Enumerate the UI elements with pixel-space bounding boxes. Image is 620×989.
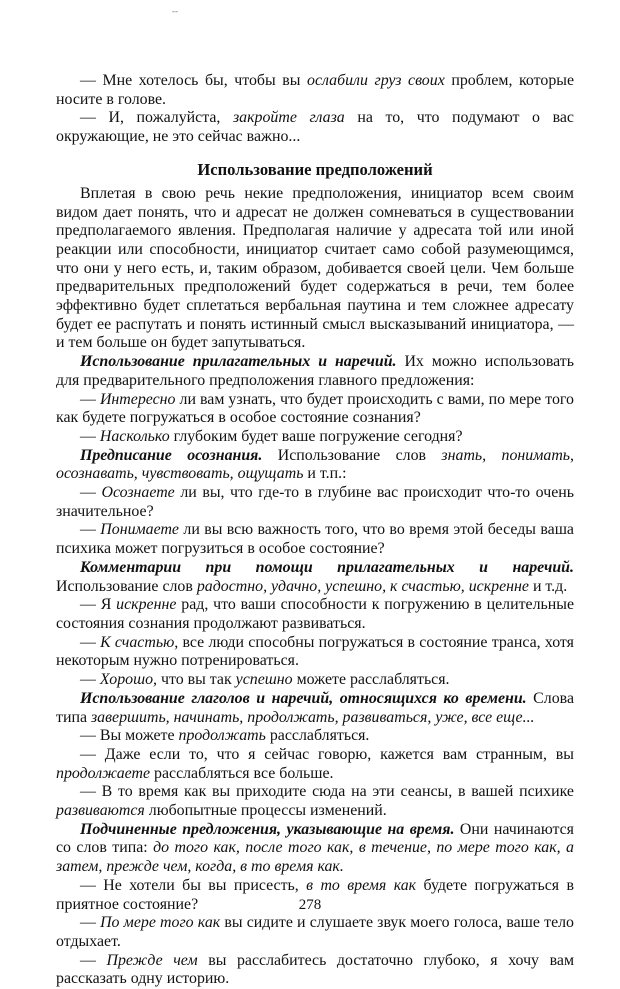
sec5-example-3: — Прежде чем вы расслабитесь достаточно глубоко, я хочу вам рассказать одну историю. (56, 951, 574, 988)
sec4-example-2: — Даже если то, что я сейчас говорю, кажется вам странным, вы продолжаете расслабляться все больше. (56, 745, 574, 782)
scan-mark: -- (172, 6, 178, 16)
sec1-title: Использование прилагательных и наречий. (80, 353, 397, 371)
sec3-example-2: — К счастью, все люди способны погружаться в состояние транса, хотя некоторым нужно потренироваться. (56, 633, 574, 670)
sec3-example-3: — Хорошо, что вы так успешно можете расслабляться. (80, 671, 450, 689)
sec3-paragraph: Комментарии при помощи прилагательных и наречий. Использование слов радостно, удачно, успешно, к счастью, искренне и т.д. (56, 558, 574, 595)
page-number: 278 (298, 897, 322, 913)
sec2-title: Предписание осознания. (80, 446, 263, 464)
sec5-paragraph: Подчиненные предложения, указывающие на время. Они начинаются со слов типа: до того как, после того как, в течение, по мере того как, а затем, прежде чем, когда, в то время как. (56, 820, 574, 876)
sec5-example-2: — По мере того как вы сидите и слушаете звук моего голоса, ваше тело отдыхает. (56, 914, 574, 950)
sec1-example-1: — Интересно ли вам узнать, что будет происходить с вами, по мере того как будете погружаться в особое состояние сознания? (56, 390, 574, 427)
section-heading: Использование предположений (197, 159, 433, 179)
intro-line-2: — И, пожалуйста, закройте глаза на то, что подумают о вас окружающие, не это сейчас важно... (56, 109, 574, 146)
sec2-paragraph: Предписание осознания. Использование слов знать, понимать, осознавать, чувствовать, ощущать и т.п.: (56, 446, 575, 483)
sec2-example-2: — Понимаете ли вы всю важность того, что во время этой беседы ваша психика может погрузиться в особое состояние? (56, 521, 574, 558)
sec4-example-1: — Вы можете продолжать расслабляться. (80, 727, 370, 745)
sec5-example-1: — Не хотели бы вы присесть, в то время как будете погружаться в приятное состояние? (56, 876, 574, 913)
intro-line-1: — Мне хотелось бы, чтобы вы ослабили груз своих проблем, которые носите в голове. (56, 72, 575, 108)
sec3-example-1: — Я искренне рад, что ваши способности к погружению в целительные состояния сознания продолжают развиваться. (56, 596, 575, 632)
sec4-title: Использование глаголов и наречий, относящихся ко времени. (80, 689, 527, 707)
sec4-example-3: — В то время как вы приходите сюда на эти сеансы, в вашей психике развиваются любопытные процессы изменений. (56, 783, 574, 820)
sec2-example-1: — Осознаете ли вы, что где-то в глубине вас происходит что-то очень значительное? (56, 484, 574, 520)
sec3-title: Комментарии при помощи прилагательных и наречий. (80, 558, 574, 576)
lead-paragraph: Вплетая в свою речь некие предположения, инициатор всем своим видом дает понять, что и адресат не должен сомневаться в существовании предполагаемого явления. Предполагая наличие у адресата той или иной реакции или способности, инициатор считает само собой разумеющимся, что они у него есть, и, таким образом, добивается своей цели. Чем больше предварительных предположений будет содержаться в речи, тем более эффективно будет сплетаться вербальная паутина и тем сложнее адресату будет ее распутать и понять истинный смысл высказываний инициатора, — и тем больше он будет запутываться. (56, 184, 574, 352)
sec1-paragraph: Использование прилагательных и наречий. Их можно использовать для предварительного предположения главного предложения: (56, 353, 575, 389)
sec5-title: Подчиненные предложения, указывающие на время. (80, 820, 455, 838)
sec4-paragraph: Использование глаголов и наречий, относящихся ко времени. Слова типа завершить, начинать, продолжать, развиваться, уже, все еще... (56, 689, 575, 726)
sec1-example-2: — Насколько глубоким будет ваше погружение сегодня? (80, 427, 463, 445)
